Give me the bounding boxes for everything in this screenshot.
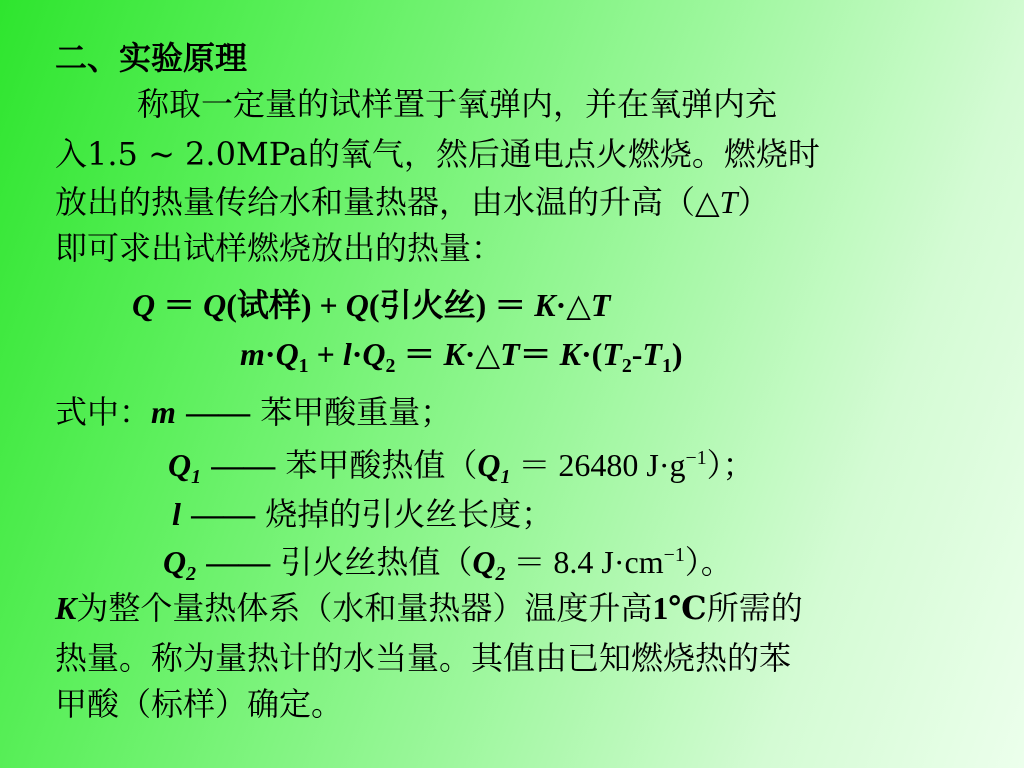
m-symbol: m: [151, 394, 176, 430]
paragraph-line-2: 入1.5 ~ 2.0MPa的氧气，然后通电点火燃烧。燃烧时: [55, 135, 820, 173]
eq1-sample: (试样) +: [226, 287, 346, 323]
q1-sub: 1: [191, 465, 202, 488]
q1-end: ）；: [706, 446, 755, 484]
where-line-m: [55, 390, 452, 434]
para2-line-1: [55, 586, 803, 630]
delta-t-symbol: △T: [695, 184, 738, 220]
eq1-Q: Q: [132, 287, 156, 323]
paragraph-line-4: 即可求出试样燃烧放出的热量：: [55, 229, 504, 267]
eq2-m: m: [240, 336, 265, 372]
l-desc: 烧掉的引火丝长度；: [255, 495, 554, 533]
q2-symbol: Q: [163, 544, 187, 580]
eq2-dot-3: ·: [464, 336, 476, 372]
eq2-T1: T: [642, 336, 662, 372]
where-line-q2: [163, 540, 733, 584]
eq2-T2: T: [602, 336, 622, 372]
slide-title: 二、实验原理: [55, 39, 248, 77]
k-symbol: K: [55, 590, 77, 626]
eq1-Q-fuse: Q: [345, 287, 369, 323]
q2-sub: 2: [186, 562, 197, 585]
eq2-equals-1: ＝: [395, 336, 444, 372]
q1-inline-sub: 1: [500, 465, 511, 488]
dash: ——: [211, 447, 276, 483]
q2-end: ）。: [684, 543, 733, 581]
q1-symbol: Q: [168, 447, 192, 483]
q1-desc: 苯甲酸热值（: [275, 446, 478, 484]
para2-line-1-end: 所需的: [706, 589, 803, 627]
where-line-q1: [168, 443, 755, 487]
eq1-fuse: (引火丝) ＝: [368, 287, 535, 323]
q1-value: ＝ 26480 J·g: [510, 447, 686, 483]
eq2-K-2: K: [559, 336, 581, 372]
m-desc: 苯甲酸重量；: [250, 393, 453, 431]
eq1-equals: ＝: [155, 287, 204, 323]
para2-line-2: 热量。称为量热计的水当量。其值由已知燃烧热的苯: [55, 639, 792, 677]
where-line-l: [172, 492, 553, 536]
q2-desc: 引火丝热值（: [270, 543, 473, 581]
para2-line-1-text: 为整个量热体系（水和量热器）温度升高: [76, 589, 653, 627]
q1-exponent: −1: [685, 447, 707, 470]
eq2-plus: +: [308, 336, 343, 372]
eq1-dot: ·: [555, 287, 567, 323]
eq1-Q-sample: Q: [203, 287, 227, 323]
eq2-Q1: Q: [275, 336, 299, 372]
dash: ——: [206, 544, 271, 580]
eq2-T1-sub: 1: [661, 354, 672, 377]
q2-inline-sub: 2: [495, 562, 506, 585]
q1-inline-symbol: Q: [477, 447, 501, 483]
equation-2: [240, 332, 683, 376]
eq2-dot-1: ·: [264, 336, 276, 372]
paragraph-line-1: 称取一定量的试样置于氧弹内，并在氧弹内充: [137, 85, 778, 123]
close-paren: ）: [737, 183, 770, 221]
para2-line-3: 甲酸（标样）确定。: [55, 685, 344, 723]
eq2-equals-2: ＝: [519, 336, 560, 372]
l-symbol: l: [172, 496, 181, 532]
eq1-delta-t: △T: [566, 287, 611, 323]
eq2-lparen: (: [591, 336, 603, 372]
eq1-K: K: [534, 287, 556, 323]
eq2-K-1: K: [443, 336, 465, 372]
one-degree: 1℃: [652, 590, 707, 626]
dash: ——: [191, 496, 256, 532]
equation-1: [132, 283, 610, 327]
eq2-minus: -: [631, 336, 643, 372]
paragraph-line-3: [55, 180, 769, 224]
eq2-dot-4: ·: [580, 336, 592, 372]
eq2-rparen: ): [671, 336, 683, 372]
q2-exponent: −1: [663, 544, 685, 567]
eq2-Q1-sub: 1: [298, 354, 309, 377]
where-label: 式中：: [55, 393, 152, 431]
paragraph-line-3-text: 放出的热量传给水和量热器，由水温的升高（: [55, 183, 696, 221]
eq2-T2-sub: 2: [621, 354, 632, 377]
dash: ——: [186, 394, 251, 430]
eq2-l: l: [342, 336, 352, 372]
q2-value: ＝ 8.4 J·cm: [505, 544, 664, 580]
eq2-dot-2: ·: [351, 336, 363, 372]
eq2-Q2: Q: [362, 336, 386, 372]
q2-inline-symbol: Q: [472, 544, 496, 580]
eq2-delta-t: △T: [475, 336, 520, 372]
eq2-Q2-sub: 2: [385, 354, 396, 377]
